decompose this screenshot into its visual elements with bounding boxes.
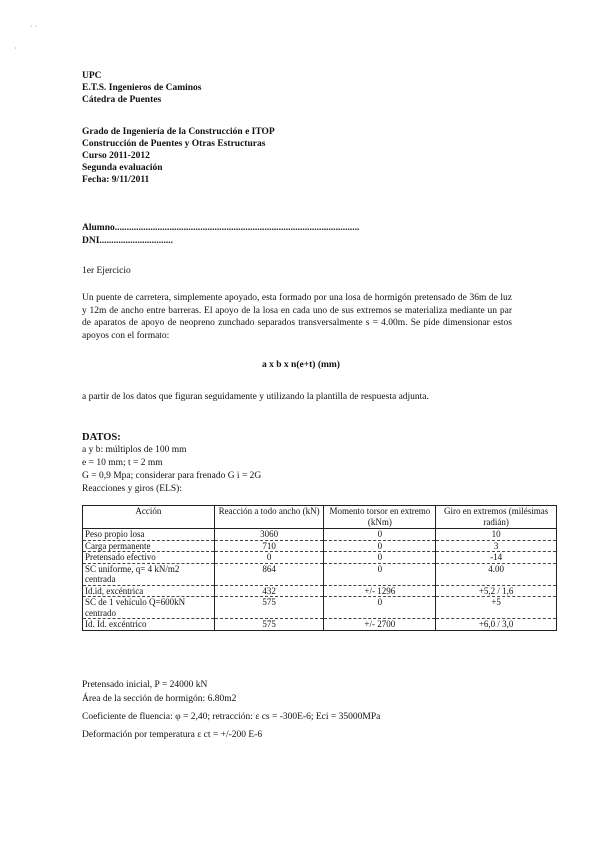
table-cell: 0	[324, 563, 436, 585]
table-cell: 575	[214, 597, 324, 619]
table-cell: +6,0 / 3,0	[436, 619, 557, 631]
table-cell: 575	[214, 619, 324, 631]
table-header-row	[83, 506, 557, 529]
table-cell: 0	[214, 552, 324, 564]
table-row	[83, 529, 557, 541]
table-cell: 432	[214, 585, 324, 597]
table-header-cell: Giro en extremos (milésimas radián)	[436, 506, 557, 529]
footer-line: Área de la sección de hormigón: 6.80m2	[82, 694, 237, 704]
table-row	[83, 540, 557, 552]
table-row	[83, 563, 557, 585]
table-cell: 0	[324, 552, 436, 564]
table-cell: +5,2 / 1,6	[436, 585, 557, 597]
data-line: Reacciones y giros (ELS):	[82, 484, 182, 494]
footer-line: Pretensado inicial, P = 24000 kN	[82, 680, 208, 690]
data-line: G = 0,9 Mpa; considerar para frenado G i = 2G	[82, 471, 262, 481]
table-cell: +/- 2700	[324, 619, 436, 631]
table-cell: 3	[436, 540, 557, 552]
student-name-field: Alumno.......................................................................................................	[82, 223, 360, 233]
dimension-format: a x b x n(e+t) (mm)	[262, 360, 340, 370]
table-cell: +5	[436, 597, 557, 619]
table-row	[83, 597, 557, 619]
table-header-cell: Acción	[83, 506, 215, 529]
table-cell: 4.00	[436, 563, 557, 585]
evaluation: Segunda evaluación	[82, 163, 163, 173]
table-header-cell: Momento torsor en extremo (kNm)	[324, 506, 436, 529]
table-cell: 3060	[214, 529, 324, 541]
table-cell: 0	[324, 529, 436, 541]
table-cell: 10	[436, 529, 557, 541]
school: E.T.S. Ingenieros de Caminos	[82, 83, 202, 93]
reactions-table	[82, 505, 557, 631]
data-line: a y b: múltiplos de 100 mm	[82, 445, 187, 455]
exercise-instructions: a partir de los datos que figuran seguidamente y utilizando la plantilla de respuesta adjunta.	[82, 392, 429, 402]
footer-line: Coeficiente de fluencia: φ = 2,40; retracción: ε cs = -300E-6; Eci = 35000MPa	[82, 712, 381, 722]
table-header-cell: Reacción a todo ancho (kN)	[214, 506, 324, 529]
course-name: Construcción de Puentes y Otras Estructuras	[82, 139, 266, 149]
degree: Grado de Ingeniería de la Construcción e ITOP	[82, 127, 275, 137]
table-cell: Id. Id. excéntrico	[83, 619, 215, 631]
exam-date: Fecha: 9/11/2011	[82, 175, 150, 185]
table-cell: Carga permanente	[83, 540, 215, 552]
data-title: DATOS:	[82, 432, 121, 443]
footer-line: Deformación por temperatura ε ct = +/-200 E-6	[82, 730, 263, 740]
table-cell: 0	[324, 540, 436, 552]
table-cell: Id.id, excéntrica	[83, 585, 215, 597]
table-row	[83, 552, 557, 564]
table-cell: -14	[436, 552, 557, 564]
student-dni-field: DNI...............................	[82, 236, 174, 246]
table-cell: 864	[214, 563, 324, 585]
table-cell: SC de 1 vehículo Q=600kN centrado	[83, 597, 215, 619]
table-cell: Pretensado efectivo	[83, 552, 215, 564]
scan-mark: ·	[14, 44, 17, 53]
chair: Cátedra de Puentes	[82, 95, 162, 105]
table-cell: +/- 1296	[324, 585, 436, 597]
course-year: Curso 2011-2012	[82, 151, 150, 161]
scan-mark: · ·	[30, 22, 38, 31]
table-cell: 0	[324, 597, 436, 619]
table-row	[83, 619, 557, 631]
table-row	[83, 585, 557, 597]
table-cell: 710	[214, 540, 324, 552]
exercise-statement: Un puente de carretera, simplemente apoyado, esta formado por una losa de hormigón pretensado de 36m de luz y 12m de ancho entre barreras. El apoyo de la losa en cada uno de sus extremos se materializa mediante un par de aparatos de apoyo de neopreno zunchado separados transversalmente s = 4.00m. Se pide dimensionar estos apoyos con el formato:	[82, 293, 512, 341]
institution: UPC	[82, 71, 102, 81]
table-cell: Peso propio losa	[83, 529, 215, 541]
exercise-title: 1er Ejercicio	[82, 266, 131, 276]
data-line: e = 10 mm; t = 2 mm	[82, 458, 163, 468]
table-cell: SC uniforme, q= 4 kN/m2 centrada	[83, 563, 215, 585]
